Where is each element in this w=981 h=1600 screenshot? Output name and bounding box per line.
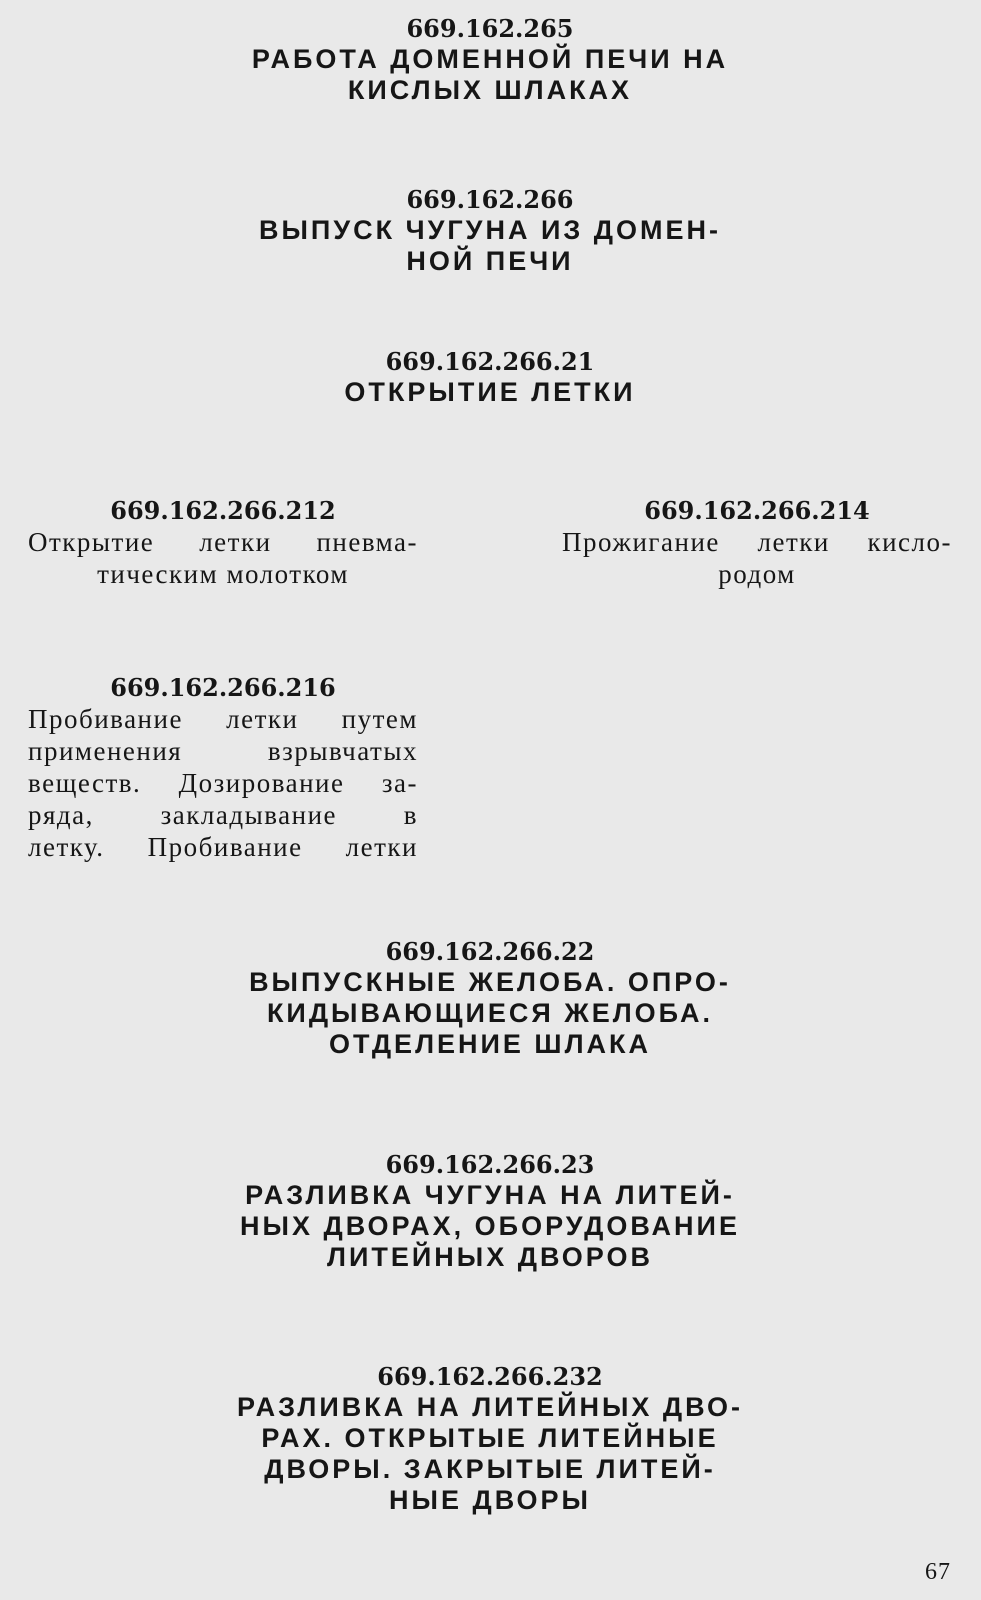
entry-heading-line: ДВОРЫ. ЗАКРЫТЫЕ ЛИТЕЙ- (264, 1454, 716, 1484)
entry-heading-line: РАХ. ОТКРЫТЫЕ ЛИТЕЙНЫЕ (261, 1423, 719, 1453)
entry-code: 669.162.266.23 (385, 1150, 595, 1179)
entry-669-162-266-212 (28, 496, 418, 590)
entry-heading-line: РАБОТА ДОМЕННОЙ ПЕЧИ НА (251, 44, 729, 74)
entry-heading-line: НЫХ ДВОРАХ, ОБОРУДОВАНИЕ (240, 1211, 740, 1241)
entry-text-line: Пробивание летки путем (28, 704, 418, 734)
entry-669-162-266-23 (190, 1150, 790, 1273)
entry-heading-line: НЫЕ ДВОРЫ (389, 1485, 591, 1515)
entry-heading-line: КИДЫВАЮЩИЕСЯ ЖЕЛОБА. (266, 998, 714, 1028)
entry-heading-line: ЛИТЕЙНЫХ ДВОРОВ (327, 1242, 653, 1272)
entry-text-line: Открытие летки пневма- (28, 527, 418, 557)
entry-669-162-266-232 (190, 1362, 790, 1516)
page-number: 67 (925, 1559, 951, 1585)
entry-code: 669.162.265 (406, 14, 574, 43)
entry-heading-line: ВЫПУСК ЧУГУНА ИЗ ДОМЕН- (258, 215, 722, 245)
entry-code: 669.162.266.232 (377, 1362, 603, 1391)
entry-heading-line: РАЗЛИВКА ЧУГУНА НА ЛИТЕЙ- (245, 1180, 735, 1210)
entry-text-line: летку. Пробивание летки (28, 832, 418, 862)
entry-669-162-266 (190, 185, 790, 277)
entry-669-162-266-216 (28, 673, 418, 863)
entry-text-line: применения взрывчатых (28, 736, 418, 766)
entry-heading-line: ОТДЕЛЕНИЕ ШЛАКА (329, 1029, 651, 1059)
entry-heading-line: ОТКРЫТИЕ ЛЕТКИ (344, 377, 636, 407)
entry-code: 669.162.266.214 (644, 496, 870, 525)
entry-669-162-265 (190, 14, 790, 106)
entry-text-line: родом (718, 559, 796, 589)
entry-code: 669.162.266.22 (385, 937, 595, 966)
entry-669-162-266-214 (562, 496, 952, 590)
entry-669-162-266-21 (190, 347, 790, 408)
entry-text-line: ряда, закладывание в (28, 800, 418, 830)
entry-code: 669.162.266.21 (385, 347, 595, 376)
entry-heading-line: НОЙ ПЕЧИ (406, 246, 574, 276)
entry-heading-line: ВЫПУСКНЫЕ ЖЕЛОБА. ОПРО- (249, 967, 731, 997)
entry-code: 669.162.266.212 (110, 496, 336, 525)
entry-text-line: веществ. Дозирование за- (28, 768, 418, 798)
entry-code: 669.162.266 (406, 185, 574, 214)
entry-text-line: Прожигание летки кисло- (562, 527, 952, 557)
entry-code: 669.162.266.216 (110, 673, 336, 702)
entry-text-line: тическим молотком (97, 559, 349, 589)
entry-heading-line: КИСЛЫХ ШЛАКАХ (347, 75, 633, 105)
entry-669-162-266-22 (190, 937, 790, 1060)
entry-heading-line: РАЗЛИВКА НА ЛИТЕЙНЫХ ДВО- (237, 1392, 743, 1422)
